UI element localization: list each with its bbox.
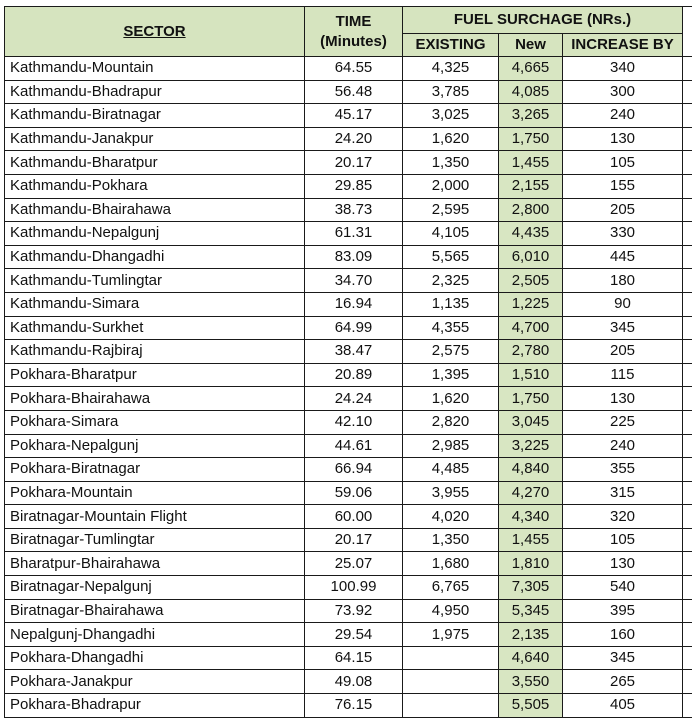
cell-sector: Kathmandu-Simara: [5, 292, 305, 316]
cell-edge: [683, 363, 692, 387]
cell-increase: 205: [563, 340, 683, 364]
cell-sector: Biratnagar-Tumlingtar: [5, 528, 305, 552]
table-row: [5, 458, 692, 482]
cell-increase: 205: [563, 198, 683, 222]
cell-new: 1,455: [499, 528, 563, 552]
cell-time: 20.89: [305, 363, 403, 387]
cell-existing: 2,325: [403, 269, 499, 293]
cell-edge: [683, 222, 692, 246]
cell-increase: 355: [563, 458, 683, 482]
cell-increase: 130: [563, 552, 683, 576]
cell-time: 60.00: [305, 505, 403, 529]
cell-new: 1,810: [499, 552, 563, 576]
cell-existing: 3,785: [403, 80, 499, 104]
table-row: [5, 646, 692, 670]
cell-existing: [403, 694, 499, 718]
cell-existing: 2,820: [403, 410, 499, 434]
cell-increase: 340: [563, 57, 683, 81]
cell-increase: 395: [563, 599, 683, 623]
cell-sector: Kathmandu-Janakpur: [5, 127, 305, 151]
cell-edge: [683, 623, 692, 647]
cell-sector: Pokhara-Bharatpur: [5, 363, 305, 387]
cell-edge: [683, 127, 692, 151]
cell-increase: 445: [563, 245, 683, 269]
cell-existing: 3,955: [403, 481, 499, 505]
table-row: [5, 151, 692, 175]
table-row: [5, 599, 692, 623]
cell-increase: 540: [563, 576, 683, 600]
cell-sector: Pokhara-Mountain: [5, 481, 305, 505]
cell-increase: 130: [563, 387, 683, 411]
cell-new: 1,750: [499, 387, 563, 411]
cell-sector: Kathmandu-Dhangadhi: [5, 245, 305, 269]
cell-time: 100.99: [305, 576, 403, 600]
cell-sector: Kathmandu-Tumlingtar: [5, 269, 305, 293]
fuel-surcharge-table-sheet: [4, 6, 692, 718]
cell-increase: 330: [563, 222, 683, 246]
cell-new: 2,780: [499, 340, 563, 364]
cell-sector: Kathmandu-Surkhet: [5, 316, 305, 340]
cell-new: 2,155: [499, 174, 563, 198]
cell-new: 2,505: [499, 269, 563, 293]
cell-increase: 265: [563, 670, 683, 694]
cell-existing: 4,325: [403, 57, 499, 81]
table-row: [5, 174, 692, 198]
cell-time: 24.20: [305, 127, 403, 151]
cell-new: 3,550: [499, 670, 563, 694]
cell-existing: 1,135: [403, 292, 499, 316]
cell-existing: 1,350: [403, 528, 499, 552]
header-time-line1: TIME: [335, 12, 372, 30]
table-row: [5, 104, 692, 128]
cell-sector: Biratnagar-Nepalgunj: [5, 576, 305, 600]
table-row: [5, 57, 692, 81]
cell-new: 2,135: [499, 623, 563, 647]
header-new: New: [499, 34, 563, 57]
table-row: [5, 292, 692, 316]
header-fuel-group: FUEL SURCHAGE (NRs.): [403, 7, 683, 34]
cell-time: 49.08: [305, 670, 403, 694]
cell-existing: 1,350: [403, 151, 499, 175]
cell-sector: Kathmandu-Pokhara: [5, 174, 305, 198]
cell-sector: Kathmandu-Rajbiraj: [5, 340, 305, 364]
cell-edge: [683, 576, 692, 600]
cell-time: 38.47: [305, 340, 403, 364]
cell-increase: 320: [563, 505, 683, 529]
table-row: [5, 245, 692, 269]
header-time: [305, 7, 403, 57]
cell-new: 6,010: [499, 245, 563, 269]
cell-existing: 1,975: [403, 623, 499, 647]
table-row: [5, 127, 692, 151]
cell-increase: 225: [563, 410, 683, 434]
cell-increase: 90: [563, 292, 683, 316]
cell-edge: [683, 670, 692, 694]
table-row: [5, 363, 692, 387]
header-edge: [683, 7, 692, 57]
header-sector: SECTOR: [5, 7, 305, 57]
cell-new: 4,435: [499, 222, 563, 246]
cell-time: 16.94: [305, 292, 403, 316]
cell-edge: [683, 104, 692, 128]
cell-sector: Pokhara-Nepalgunj: [5, 434, 305, 458]
cell-time: 64.15: [305, 646, 403, 670]
table-row: [5, 80, 692, 104]
cell-existing: 2,985: [403, 434, 499, 458]
cell-existing: 1,620: [403, 387, 499, 411]
cell-time: 83.09: [305, 245, 403, 269]
cell-new: 4,085: [499, 80, 563, 104]
cell-edge: [683, 292, 692, 316]
cell-existing: 6,765: [403, 576, 499, 600]
cell-edge: [683, 599, 692, 623]
cell-sector: Pokhara-Bhadrapur: [5, 694, 305, 718]
cell-sector: Kathmandu-Biratnagar: [5, 104, 305, 128]
cell-increase: 300: [563, 80, 683, 104]
table-row: [5, 481, 692, 505]
cell-existing: 5,565: [403, 245, 499, 269]
cell-edge: [683, 316, 692, 340]
header-time-line2: (Minutes): [320, 32, 387, 50]
cell-edge: [683, 340, 692, 364]
table-row: [5, 552, 692, 576]
cell-time: 38.73: [305, 198, 403, 222]
cell-increase: 160: [563, 623, 683, 647]
cell-time: 61.31: [305, 222, 403, 246]
cell-time: 24.24: [305, 387, 403, 411]
cell-increase: 240: [563, 434, 683, 458]
cell-edge: [683, 458, 692, 482]
table-row: [5, 410, 692, 434]
cell-new: 4,700: [499, 316, 563, 340]
cell-existing: 4,485: [403, 458, 499, 482]
cell-new: 3,225: [499, 434, 563, 458]
cell-time: 29.85: [305, 174, 403, 198]
cell-new: 1,750: [499, 127, 563, 151]
cell-new: 1,225: [499, 292, 563, 316]
cell-increase: 315: [563, 481, 683, 505]
cell-existing: 3,025: [403, 104, 499, 128]
cell-time: 56.48: [305, 80, 403, 104]
cell-new: 2,800: [499, 198, 563, 222]
cell-edge: [683, 552, 692, 576]
cell-sector: Kathmandu-Bharatpur: [5, 151, 305, 175]
cell-existing: 1,620: [403, 127, 499, 151]
cell-existing: 4,105: [403, 222, 499, 246]
table-row: [5, 623, 692, 647]
cell-increase: 130: [563, 127, 683, 151]
table-row: [5, 316, 692, 340]
cell-existing: [403, 670, 499, 694]
cell-sector: Biratnagar-Bhairahawa: [5, 599, 305, 623]
cell-existing: 2,000: [403, 174, 499, 198]
header-increase: INCREASE BY: [563, 34, 683, 57]
cell-edge: [683, 387, 692, 411]
cell-edge: [683, 481, 692, 505]
cell-sector: Pokhara-Dhangadhi: [5, 646, 305, 670]
table-row: [5, 434, 692, 458]
cell-edge: [683, 434, 692, 458]
cell-new: 4,340: [499, 505, 563, 529]
cell-time: 42.10: [305, 410, 403, 434]
cell-existing: [403, 646, 499, 670]
cell-increase: 105: [563, 528, 683, 552]
cell-sector: Pokhara-Simara: [5, 410, 305, 434]
table-row: [5, 670, 692, 694]
cell-time: 44.61: [305, 434, 403, 458]
table-row: [5, 269, 692, 293]
table-row: [5, 694, 692, 718]
cell-time: 20.17: [305, 528, 403, 552]
cell-increase: 155: [563, 174, 683, 198]
table-row: [5, 528, 692, 552]
cell-edge: [683, 505, 692, 529]
cell-new: 3,265: [499, 104, 563, 128]
header-existing: EXISTING: [403, 34, 499, 57]
cell-sector: Bharatpur-Bhairahawa: [5, 552, 305, 576]
cell-time: 64.55: [305, 57, 403, 81]
cell-edge: [683, 198, 692, 222]
cell-sector: Pokhara-Bhairahawa: [5, 387, 305, 411]
cell-increase: 240: [563, 104, 683, 128]
table-body: [5, 57, 692, 718]
cell-edge: [683, 245, 692, 269]
cell-existing: 2,595: [403, 198, 499, 222]
table-row: [5, 387, 692, 411]
cell-existing: 4,355: [403, 316, 499, 340]
cell-new: 4,270: [499, 481, 563, 505]
cell-sector: Pokhara-Janakpur: [5, 670, 305, 694]
cell-edge: [683, 694, 692, 718]
cell-new: 7,305: [499, 576, 563, 600]
cell-edge: [683, 646, 692, 670]
cell-existing: 1,680: [403, 552, 499, 576]
cell-time: 64.99: [305, 316, 403, 340]
cell-time: 29.54: [305, 623, 403, 647]
fuel-surcharge-table: [4, 6, 692, 718]
cell-new: 3,045: [499, 410, 563, 434]
table-row: [5, 505, 692, 529]
cell-new: 4,840: [499, 458, 563, 482]
cell-edge: [683, 174, 692, 198]
cell-time: 76.15: [305, 694, 403, 718]
cell-new: 5,345: [499, 599, 563, 623]
cell-time: 20.17: [305, 151, 403, 175]
cell-sector: Kathmandu-Nepalgunj: [5, 222, 305, 246]
cell-edge: [683, 410, 692, 434]
cell-increase: 115: [563, 363, 683, 387]
cell-time: 73.92: [305, 599, 403, 623]
cell-time: 59.06: [305, 481, 403, 505]
cell-sector: Kathmandu-Mountain: [5, 57, 305, 81]
cell-new: 1,455: [499, 151, 563, 175]
cell-edge: [683, 528, 692, 552]
cell-existing: 1,395: [403, 363, 499, 387]
cell-new: 1,510: [499, 363, 563, 387]
cell-time: 66.94: [305, 458, 403, 482]
cell-edge: [683, 80, 692, 104]
cell-time: 45.17: [305, 104, 403, 128]
cell-existing: 2,575: [403, 340, 499, 364]
cell-increase: 345: [563, 316, 683, 340]
table-row: [5, 576, 692, 600]
cell-sector: Pokhara-Biratnagar: [5, 458, 305, 482]
cell-new: 5,505: [499, 694, 563, 718]
cell-time: 25.07: [305, 552, 403, 576]
cell-new: 4,640: [499, 646, 563, 670]
cell-increase: 105: [563, 151, 683, 175]
cell-sector: Kathmandu-Bhadrapur: [5, 80, 305, 104]
cell-existing: 4,950: [403, 599, 499, 623]
cell-edge: [683, 151, 692, 175]
table-header: [5, 7, 692, 57]
cell-increase: 345: [563, 646, 683, 670]
cell-time: 34.70: [305, 269, 403, 293]
table-row: [5, 222, 692, 246]
cell-increase: 405: [563, 694, 683, 718]
cell-existing: 4,020: [403, 505, 499, 529]
cell-new: 4,665: [499, 57, 563, 81]
cell-sector: Nepalgunj-Dhangadhi: [5, 623, 305, 647]
cell-sector: Biratnagar-Mountain Flight: [5, 505, 305, 529]
cell-increase: 180: [563, 269, 683, 293]
table-row: [5, 198, 692, 222]
cell-edge: [683, 269, 692, 293]
cell-sector: Kathmandu-Bhairahawa: [5, 198, 305, 222]
table-row: [5, 340, 692, 364]
cell-edge: [683, 57, 692, 81]
